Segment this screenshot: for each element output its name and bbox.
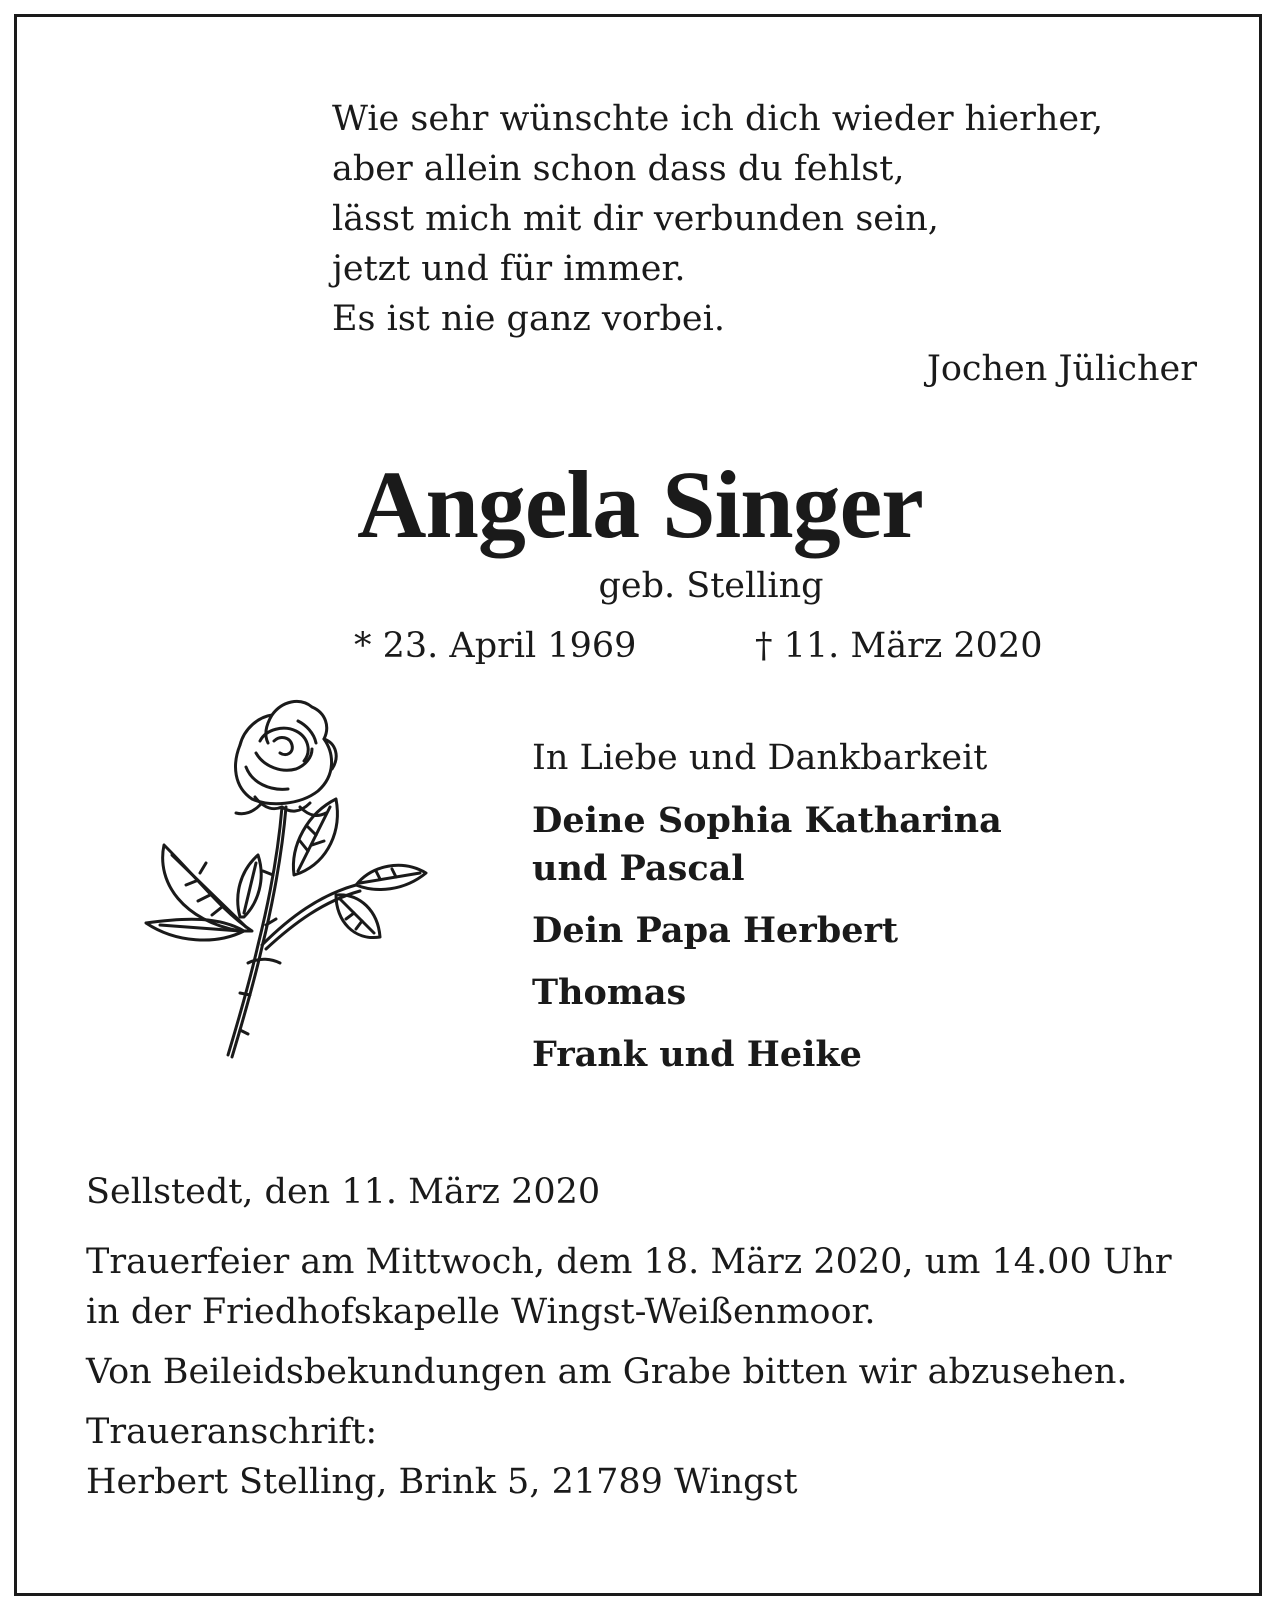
- address-text: Herbert Stelling, Brink 5, 21789 Wingst: [86, 1462, 798, 1502]
- notice-footer: [86, 1167, 1206, 1517]
- poem: [332, 94, 1197, 394]
- place-date-text: Sellstedt, den 11. März 2020: [86, 1172, 601, 1212]
- mourner-line: Deine Sophia Katharina: [532, 800, 1002, 841]
- maiden-name: geb. Stelling: [598, 566, 824, 606]
- mourner-group: [532, 797, 1232, 893]
- service-info: [86, 1237, 1206, 1337]
- poem-line: jetzt und für immer.: [332, 249, 686, 289]
- mourner-line: Frank und Heike: [532, 1034, 862, 1075]
- address-label: Traueranschrift:: [86, 1412, 378, 1452]
- mourners: [532, 735, 1232, 1093]
- condolence-note-text: Von Beileidsbekundungen am Grabe bitten wir abzusehen.: [86, 1352, 1128, 1392]
- mourning-address: [86, 1407, 1206, 1507]
- service-line: Trauerfeier am Mittwoch, dem 18. März 2020, um 14.00 Uhr: [86, 1242, 1172, 1282]
- poem-line: aber allein schon dass du fehlst,: [332, 149, 905, 189]
- mourner-group: [532, 969, 1232, 1017]
- mourner-line: Dein Papa Herbert: [532, 910, 899, 951]
- place-date: [86, 1167, 1206, 1217]
- poem-line: Wie sehr wünschte ich dich wieder hierher,: [332, 99, 1104, 139]
- poem-line: lässt mich mit dir verbunden sein,: [332, 199, 939, 239]
- mourner-line: und Pascal: [532, 848, 745, 889]
- mourner-group: [532, 907, 1232, 955]
- poem-line: Es ist nie ganz vorbei.: [332, 299, 725, 339]
- mourner-line: Thomas: [532, 972, 687, 1013]
- condolence-note: [86, 1347, 1206, 1397]
- death-date: † 11. März 2020: [755, 626, 1043, 666]
- mourner-group: [532, 1031, 1232, 1079]
- service-line: in der Friedhofskapelle Wingst-Weißenmoor.: [86, 1292, 876, 1332]
- deceased-name: Angela Singer: [357, 451, 923, 558]
- rose-icon: [140, 695, 440, 1075]
- birth-date: * 23. April 1969: [354, 626, 637, 666]
- poem-author: Jochen Jülicher: [926, 349, 1197, 389]
- mourners-intro: In Liebe und Dankbarkeit: [532, 738, 988, 778]
